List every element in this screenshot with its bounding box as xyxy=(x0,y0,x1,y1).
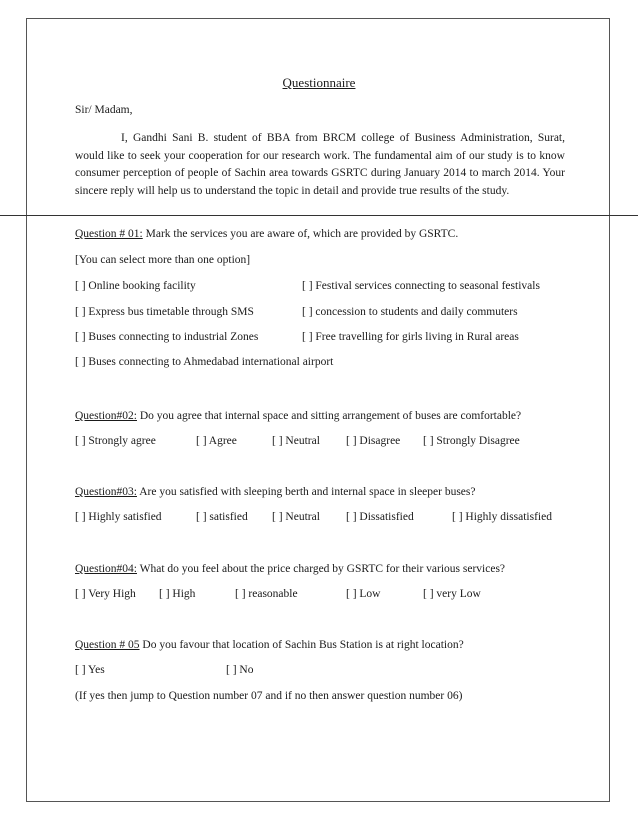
question-5-note: (If yes then jump to Question number 07 and if no then answer question number 06) xyxy=(75,690,463,702)
q4-option[interactable]: [ ] High xyxy=(159,588,196,600)
q1-option[interactable]: [ ] Express bus timetable through SMS xyxy=(75,306,254,318)
q3-option[interactable]: [ ] Highly satisfied xyxy=(75,511,162,523)
q1-option[interactable]: [ ] Free travelling for girls living in Rural areas xyxy=(302,331,519,343)
question-3-text: Are you satisfied with sleeping berth and internal space in sleeper buses? xyxy=(136,486,476,498)
question-3-label: Question#03: xyxy=(75,486,137,498)
question-1-label: Question # 01: xyxy=(75,228,143,240)
page-title: Questionnaire xyxy=(282,75,356,90)
q4-option[interactable]: [ ] Very High xyxy=(75,588,136,600)
question-5 xyxy=(75,639,464,651)
q5-option[interactable]: [ ] No xyxy=(226,664,254,676)
q4-option[interactable]: [ ] very Low xyxy=(423,588,481,600)
question-2-text: Do you agree that internal space and sitting arrangement of buses are comfortable? xyxy=(136,410,522,422)
question-4 xyxy=(75,563,505,575)
q3-option[interactable]: [ ] satisfied xyxy=(196,511,248,523)
intro-paragraph: I, Gandhi Sani B. student of BBA from BRCM college of Business Administration, Surat, would like to seek your cooperation for our research work. The fundamental aim of our study is to know consumer perception of people of Sachin area towards GSRTC during January 2014 to march 2014. Your sincere reply will help us to understand the topic in detail and provide true results of the study. xyxy=(75,132,565,197)
question-3 xyxy=(75,486,476,498)
question-4-label: Question#04: xyxy=(75,563,137,575)
q1-option[interactable]: [ ] Festival services connecting to seasonal festivals xyxy=(302,280,540,292)
q1-option[interactable]: [ ] Buses connecting to industrial Zones xyxy=(75,331,259,343)
salutation: Sir/ Madam, xyxy=(75,104,133,116)
q2-option[interactable]: [ ] Strongly Disagree xyxy=(423,435,520,447)
question-1-instruction: [You can select more than one option] xyxy=(75,254,251,266)
page-divider xyxy=(0,215,638,216)
question-1-text: Mark the services you are aware of, which are provided by GSRTC. xyxy=(142,228,459,240)
q2-option[interactable]: [ ] Disagree xyxy=(346,435,401,447)
question-1 xyxy=(75,228,458,240)
q1-option[interactable]: [ ] concession to students and daily commuters xyxy=(302,306,518,318)
q1-option[interactable]: [ ] Buses connecting to Ahmedabad international airport xyxy=(75,356,334,368)
q2-option[interactable]: [ ] Neutral xyxy=(272,435,320,447)
q5-option[interactable]: [ ] Yes xyxy=(75,664,105,676)
q3-option[interactable]: [ ] Neutral xyxy=(272,511,320,523)
question-5-text: Do you favour that location of Sachin Bus Station is at right location? xyxy=(139,639,464,651)
q3-option[interactable]: [ ] Highly dissatisfied xyxy=(452,511,552,523)
question-2 xyxy=(75,410,521,422)
q4-option[interactable]: [ ] reasonable xyxy=(235,588,298,600)
q4-option[interactable]: [ ] Low xyxy=(346,588,381,600)
question-4-text: What do you feel about the price charged by GSRTC for their various services? xyxy=(136,563,506,575)
q3-option[interactable]: [ ] Dissatisfied xyxy=(346,511,414,523)
question-2-label: Question#02: xyxy=(75,410,137,422)
q1-option[interactable]: [ ] Online booking facility xyxy=(75,280,196,292)
q2-option[interactable]: [ ] Strongly agree xyxy=(75,435,156,447)
question-5-label: Question # 05 xyxy=(75,639,140,651)
q2-option[interactable]: [ ] Agree xyxy=(196,435,237,447)
